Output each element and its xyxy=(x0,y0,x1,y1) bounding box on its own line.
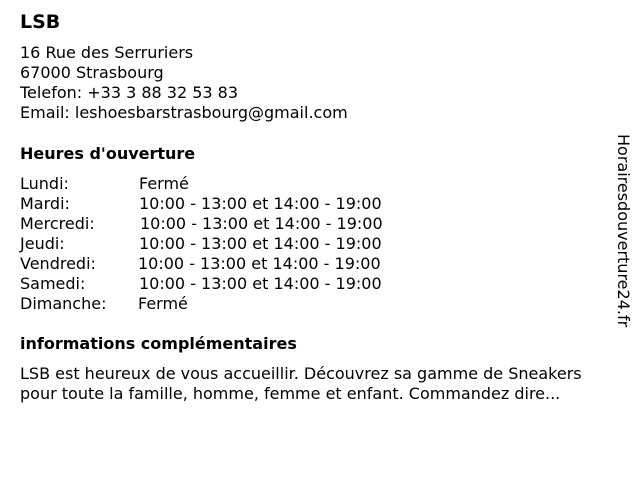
street-address: 16 Rue des Serruriers xyxy=(20,43,194,62)
hours-heading: Heures d'ouverture xyxy=(20,144,196,163)
site-watermark: Horairesdouverture24.fr xyxy=(614,134,633,328)
email-address: Email: leshoesbarstrasbourg@gmail.com xyxy=(20,103,348,122)
day-label: Lundi: xyxy=(20,174,69,193)
city-postal: 67000 Strasbourg xyxy=(20,63,164,82)
day-hours: 10:00 - 13:00 et 14:00 - 19:00 xyxy=(140,214,383,233)
day-label: Mercredi: xyxy=(20,214,95,233)
day-label: Mardi: xyxy=(20,194,70,213)
info-heading: informations complémentaires xyxy=(20,334,297,353)
day-label: Dimanche: xyxy=(20,294,107,313)
description-line: LSB est heureux de vous accueillir. Découvrez sa gamme de Sneakers xyxy=(20,364,582,383)
day-label: Samedi: xyxy=(20,274,86,293)
day-hours: Fermé xyxy=(139,174,189,193)
day-hours: 10:00 - 13:00 et 14:00 - 19:00 xyxy=(138,254,381,273)
day-label: Vendredi: xyxy=(20,254,96,273)
shop-description xyxy=(20,364,632,404)
day-hours: Fermé xyxy=(138,294,188,313)
phone-number: Telefon: +33 3 88 32 53 83 xyxy=(20,83,239,102)
address-block xyxy=(20,43,348,123)
day-label: Jeudi: xyxy=(20,234,65,253)
description-line: pour toute la famille, homme, femme et enfant. Commandez dire... xyxy=(20,384,561,403)
day-hours: 10:00 - 13:00 et 14:00 - 19:00 xyxy=(139,194,382,213)
day-hours: 10:00 - 13:00 et 14:00 - 19:00 xyxy=(139,234,382,253)
day-hours: 10:00 - 13:00 et 14:00 - 19:00 xyxy=(139,274,382,293)
shop-name: LSB xyxy=(20,11,61,33)
